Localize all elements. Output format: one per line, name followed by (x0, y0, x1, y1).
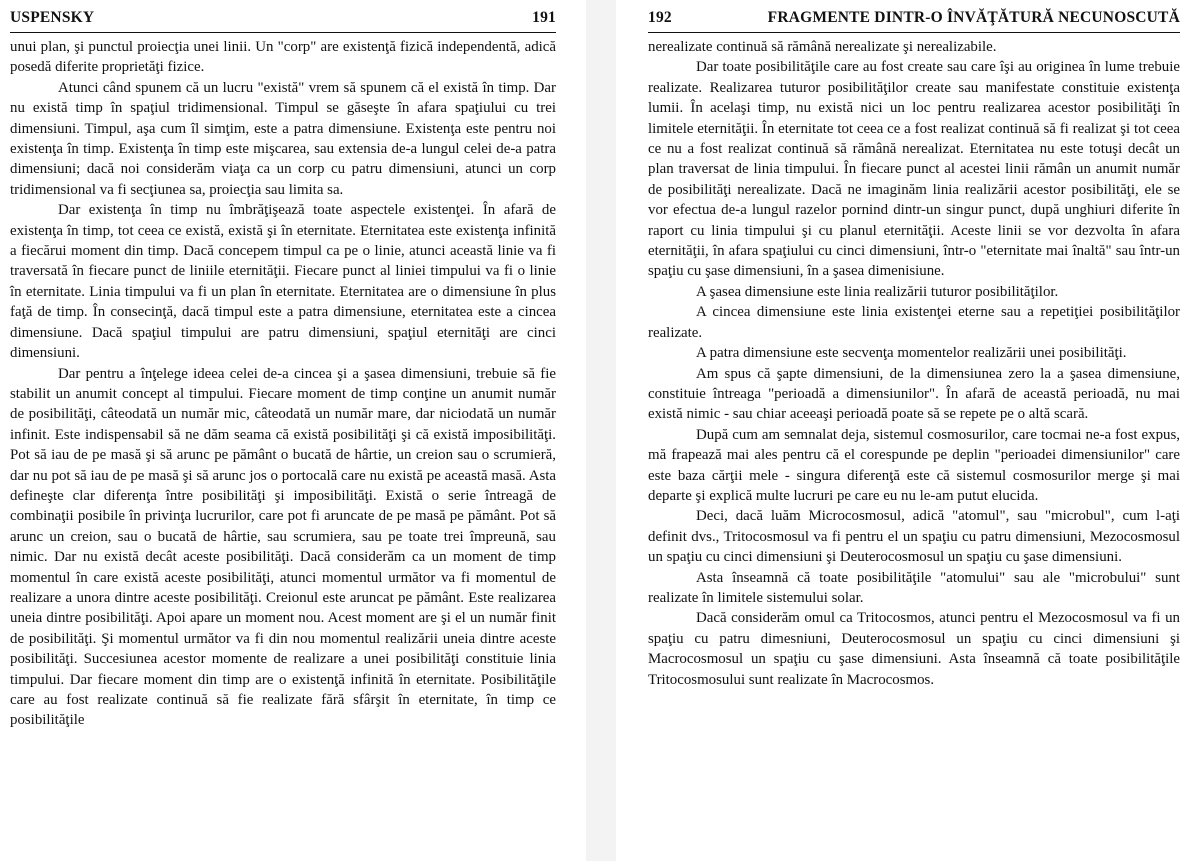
right-page (630, 0, 1188, 861)
right-page-header (648, 6, 1180, 30)
left-page-header (10, 6, 556, 30)
right-header-rule (648, 32, 1180, 33)
paragraph: nerealizate continuă să rămână nerealizate şi nerealizabile. (648, 39, 997, 55)
paragraph: Dar pentru a înţelege ideea celei de-a cincea şi a şasea dimensiuni, trebuie să fie stabilit un anumit concept al timpului. Fiecare moment de timp conţine un anumit număr de posibilităţi, câteodată un număr mic, câteodată un număr mare, dar niciodată un număr infinit. Este indispensabil să ne dăm seama că există posibilităţi şi că există imposibilităţi. Pot să iau de pe masă şi să arunc pe pământ o bucată de hârtie, un creion sau o scrumieră, dar nu pot să iau de pe masă şi să arunc jos o portocală care nu există pe această masă. Asta defineşte clar diferenţa între posibilităţi şi imposibilităţi. Există o serie întreagă de combinaţii posibile în privinţa lucrurilor, care pot fi aruncate de pe masă pe pământ. Pot să arunc un creion, sau o bucată de hârtie, sau scrumiera, sau pe toate trei împreună, sau nimic. Dar nu există decât aceste posibilităţi. Dacă considerăm ca un moment de timp momentul în care există aceste posibilităţi, atunci momentul următor va fi momentul de realizare a unora dintre aceste posibilităţi. Creionul este aruncat pe pământ. Este realizarea uneia dintre posibilităţi. Apoi apare un moment nou. Acest moment are şi el un număr finit de posibilităţi. Şi momentul următor va fi din nou momentul realizării uneia dintre aceste posibilităţi. Succesiunea acestor momente de realizare a unei posibilităţi constituie linia timpului. Dar fiecare moment din timp are o existenţă infinită în eternitate. Posibilităţile care au fost realizate continuă să fie realizate fără sfârşit în eternitate, în timp ce posibilităţile (10, 365, 556, 729)
paragraph: După cum am semnalat deja, sistemul cosmosurilor, care tocmai ne-a fost expus, mă frapează mai ales pentru că el corespunde pe deplin "perioadei dimensiunilor" care este baza cărţii mele - singura diferenţă este că sistemul cosmosurilor merge şi mai departe şi explică multe lucruri pe care eu nu le-am putut elucida. (648, 426, 1180, 504)
paragraph: unui plan, şi punctul proiecţia unei linii. Un "corp" are existenţă fizică independentă, adică posedă diferite proprietăţi fizice. (10, 39, 556, 76)
paragraph: Am spus că şapte dimensiuni, de la dimensiunea zero la a şasea dimensiune, constituie întreaga "perioadă a dimensiunilor". În afară de această perioadă, nu mai există nimic - sau chiar aceeaşi perioadă poate să se repete pe o altă scară. (648, 365, 1180, 423)
right-running-title: FRAGMENTE DINTR-O ÎNVĂŢĂTURĂ NECUNOSCUTĂ (767, 9, 1180, 26)
paragraph: A patra dimensiune este secvenţa momentelor realizării unei posibilităţi. (696, 345, 1127, 362)
paragraph: A cincea dimensiune este linia existenţei eterne sau a repetiţiei posibilităţilor realizate. (648, 304, 1180, 341)
paragraph: Atunci când spunem că un lucru "există" vrem să spunem că el există în timp. Dar nu există timp în spaţiul tridimensional. Timpul se găseşte în afara spaţiului cu trei dimensiuni. Timpul, aşa cum îl simţim, este a patra dimensiune. Existenţa este pentru noi existenţa în timp. Existenţa în timp este mişcarea, sau extensia de-a lungul celei de-a patra dimensiuni; dacă noi considerăm viaţa ca un corp cu patru dimensiuni, atunci un corp tridimensional va fi secţiunea sa, proiecţia sau limita sa. (10, 79, 556, 198)
left-page-body (10, 37, 556, 731)
paragraph: A şasea dimensiune este linia realizării tuturor posibilităţilor. (696, 283, 1059, 300)
left-page (0, 0, 566, 861)
right-page-number: 192 (648, 9, 672, 26)
left-page-number: 191 (532, 9, 556, 26)
left-running-title: USPENSKY (10, 9, 95, 26)
paragraph: Dacă considerăm omul ca Tritocosmos, atunci pentru el Mezocosmosul va fi un spaţiu cu patru dimesniuni, Deuterocosmosul un spaţiu cu cinci dimensiuni şi Macrocosmosul un spaţiu cu şase dimensiuni. Asta înseamnă că toate posibilităţile Tritocosmosului sunt realizate în Macrocosmos. (648, 610, 1180, 688)
right-page-body (648, 37, 1180, 690)
paragraph: Dar existenţa în timp nu îmbrăţişează toate aspectele existenţei. În afară de existenţa în timp, tot ceea ce există, există şi în eternitate. Eternitatea este existenţa infinită a fiecărui moment din timp. Dacă concepem timpul ca pe o linie, atunci această linie va fi traversată în fiecare punct de liniile eternităţii. Fiecare punct al liniei timpului va fi o linie în eternitate. Linia timpului va fi un plan în eternitate. Eternitatea are o dimensiune în plus faţă de timp. În consecinţă, dacă timpul este a patra dimensiune, eternitatea este a cincea dimensiune. Dacă spaţiul timpului are patru dimensiuni, spaţiul eternităţi are cinci dimensiuni. (10, 202, 556, 362)
paragraph: Dar toate posibilităţile care au fost create sau care îşi au originea în lume trebuie realizate. Realizarea tuturor posibilităţilor create sau manifestate constituie existenţa lumii. În acelaşi timp, nu există nici un loc pentru realizarea acestor posibilităţi în limitele eternităţii. În eternitate tot ceea ce a fost realizat continuă să fi realizat şi tot ceea ce nu a fost realizat continuă să rămână nerealizat. Eternitatea nu este totuşi decât un plan traversat de linia timpului. În fiecare punct al acestei linii rămân un anumit număr de posibilităţi nerealizate. Dacă ne imaginăm linia realizării acestor posibilităţi, ele se vor efectua de-a lungul razelor pornind dintr-un singur punct, după unghiuri diferite în raport cu linia timpului şi cu planul eternităţii. Aceste linii se vor dezvolta în afara eternităţii, în afara spaţiului cu cinci dimensiuni, într-o "eternitate mai înaltă" sau într-un spaţiu cu şase dimensiuni, în a şasea dimenisiune. (648, 59, 1180, 280)
paragraph: Asta înseamnă că toate posibilităţile "atomului" sau ale "microbului" sunt realizate în limitele sistemului solar. (648, 569, 1180, 606)
book-gutter (586, 0, 616, 861)
left-header-rule (10, 32, 556, 33)
paragraph: Deci, dacă luăm Microcosmosul, adică "atomul", sau "microbul", cum l-aţi definit dvs., Tritocosmosul va fi pentru el un spaţiu cu patru dimensiuni, Mezocosmosul un spaţiu cu cinci dimensiuni şi Deuterocosmosul un spaţiu cu şase dimensiuni. (648, 508, 1180, 566)
